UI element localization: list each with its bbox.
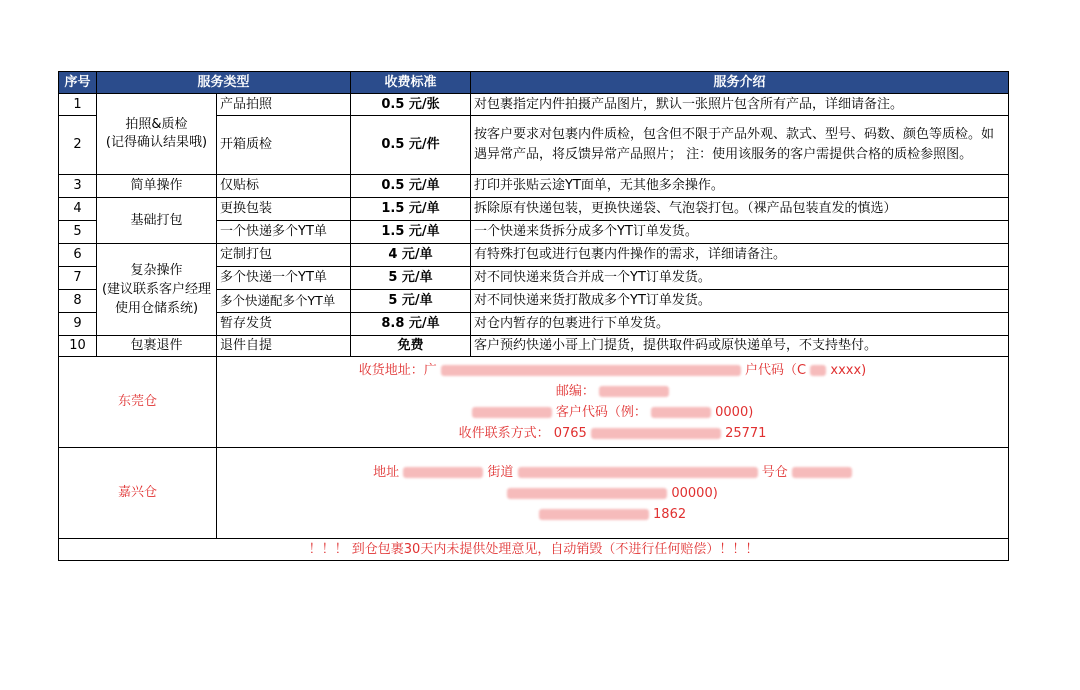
address-line: 收货地址：广 户代码（C xxxx) xyxy=(358,363,867,378)
table-row xyxy=(59,175,1009,198)
address-line: 地址 街道 号仓 xyxy=(220,462,1005,483)
row-item: 更换包装 xyxy=(217,198,351,221)
header-price: 收费标准 xyxy=(351,72,471,94)
row-item: 定制打包 xyxy=(217,244,351,267)
table-row xyxy=(59,336,1009,357)
row-no: 6 xyxy=(59,244,97,267)
row-desc: 对仓内暂存的包裹进行下单发货。 xyxy=(471,313,1009,336)
warehouse-address xyxy=(217,448,1009,539)
warning-text: ！！！ 到仓包裹30天内未提供处理意见，自动销毁（不进行任何赔偿）！！！ xyxy=(59,539,1009,561)
row-desc: 打印并张贴云途YT面单，无其他多余操作。 xyxy=(471,175,1009,198)
row-no: 1 xyxy=(59,94,97,116)
redaction-blur xyxy=(651,407,711,418)
address-line: 00000) xyxy=(220,483,1005,504)
redaction-blur xyxy=(507,488,667,499)
row-price: 1.5 元/单 xyxy=(351,221,471,244)
row-desc: 对不同快递来货合并成一个YT订单发货。 xyxy=(471,267,1009,290)
address-line: 邮编： xyxy=(220,381,1005,402)
row-no: 4 xyxy=(59,198,97,221)
row-no: 8 xyxy=(59,290,97,313)
row-price: 0.5 元/单 xyxy=(351,175,471,198)
address-line: 客户代码（例： 0000) xyxy=(220,402,1005,423)
header-description: 服务介绍 xyxy=(471,72,1009,94)
table-row xyxy=(59,244,1009,267)
redaction-blur xyxy=(591,428,721,439)
redaction-blur xyxy=(403,467,483,478)
row-item: 多个快递一个YT单 xyxy=(217,267,351,290)
table-row xyxy=(59,198,1009,221)
group-simple: 简单操作 xyxy=(97,175,217,198)
row-no: 2 xyxy=(59,116,97,175)
address-line: 收件联系方式： 0765 25771 xyxy=(458,426,767,441)
group-retreat: 包裹退件 xyxy=(97,336,217,357)
row-desc: 按客户要求对包裹内件质检，包含但不限于产品外观、款式、型号、码数、颜色等质检。如遇异常产品，将反馈异常产品照片； 注：使用该服务的客户需提供合格的质检参照图。 xyxy=(471,116,1009,175)
row-price: 4 元/单 xyxy=(351,244,471,267)
header-row xyxy=(59,72,1009,94)
table-row xyxy=(59,94,1009,116)
redaction-blur xyxy=(518,467,758,478)
redaction-blur xyxy=(810,365,826,376)
row-price: 1.5 元/单 xyxy=(351,198,471,221)
header-no: 序号 xyxy=(59,72,97,94)
row-item: 退件自提 xyxy=(217,336,351,357)
warehouse-address xyxy=(217,357,1009,448)
warning-row xyxy=(59,539,1009,561)
redaction-blur xyxy=(539,509,649,520)
redaction-blur xyxy=(472,407,552,418)
row-price: 0.5 元/张 xyxy=(351,94,471,116)
row-no: 3 xyxy=(59,175,97,198)
row-price: 8.8 元/单 xyxy=(351,313,471,336)
header-service-type: 服务类型 xyxy=(97,72,351,94)
row-price: 免费 xyxy=(351,336,471,357)
row-item: 产品拍照 xyxy=(217,94,351,116)
row-item: 多个快递配多个YT单 xyxy=(217,290,351,313)
redaction-blur xyxy=(792,467,852,478)
row-desc: 一个快递来货拆分成多个YT订单发货。 xyxy=(471,221,1009,244)
warehouse-name: 嘉兴仓 xyxy=(59,448,217,539)
row-no: 9 xyxy=(59,313,97,336)
row-price: 5 元/单 xyxy=(351,267,471,290)
redaction-blur xyxy=(599,386,669,397)
row-price: 0.5 元/件 xyxy=(351,116,471,175)
row-price: 5 元/单 xyxy=(351,290,471,313)
row-item: 一个快递多个YT单 xyxy=(217,221,351,244)
row-item: 暂存发货 xyxy=(217,313,351,336)
group-basic: 基础打包 xyxy=(97,198,217,244)
row-item: 开箱质检 xyxy=(217,116,351,175)
redaction-blur xyxy=(441,365,741,376)
group-complex: 复杂操作 (建议联系客户经理使用仓储系统) xyxy=(97,244,217,336)
address-line: 1862 xyxy=(220,504,1005,525)
row-desc: 有特殊打包或进行包裹内件操作的需求，详细请备注。 xyxy=(471,244,1009,267)
row-no: 5 xyxy=(59,221,97,244)
row-desc: 客户预约快递小哥上门提货，提供取件码或原快递单号，不支持垫付。 xyxy=(471,336,1009,357)
service-price-table xyxy=(58,71,1009,561)
row-desc: 拆除原有快递包装，更换快递袋、气泡袋打包。（裸产品包装直发的慎选） xyxy=(471,198,1009,221)
row-no: 7 xyxy=(59,267,97,290)
warehouse-row-jiaxing xyxy=(59,448,1009,539)
warehouse-row-dongguan xyxy=(59,357,1009,448)
warehouse-name: 东莞仓 xyxy=(59,357,217,448)
row-no: 10 xyxy=(59,336,97,357)
row-desc: 对包裹指定内件拍摄产品图片，默认一张照片包含所有产品，详细请备注。 xyxy=(471,94,1009,116)
row-desc: 对不同快递来货打散成多个YT订单发货。 xyxy=(471,290,1009,313)
row-item: 仅贴标 xyxy=(217,175,351,198)
group-photo: 拍照&质检 (记得确认结果哦) xyxy=(97,94,217,175)
